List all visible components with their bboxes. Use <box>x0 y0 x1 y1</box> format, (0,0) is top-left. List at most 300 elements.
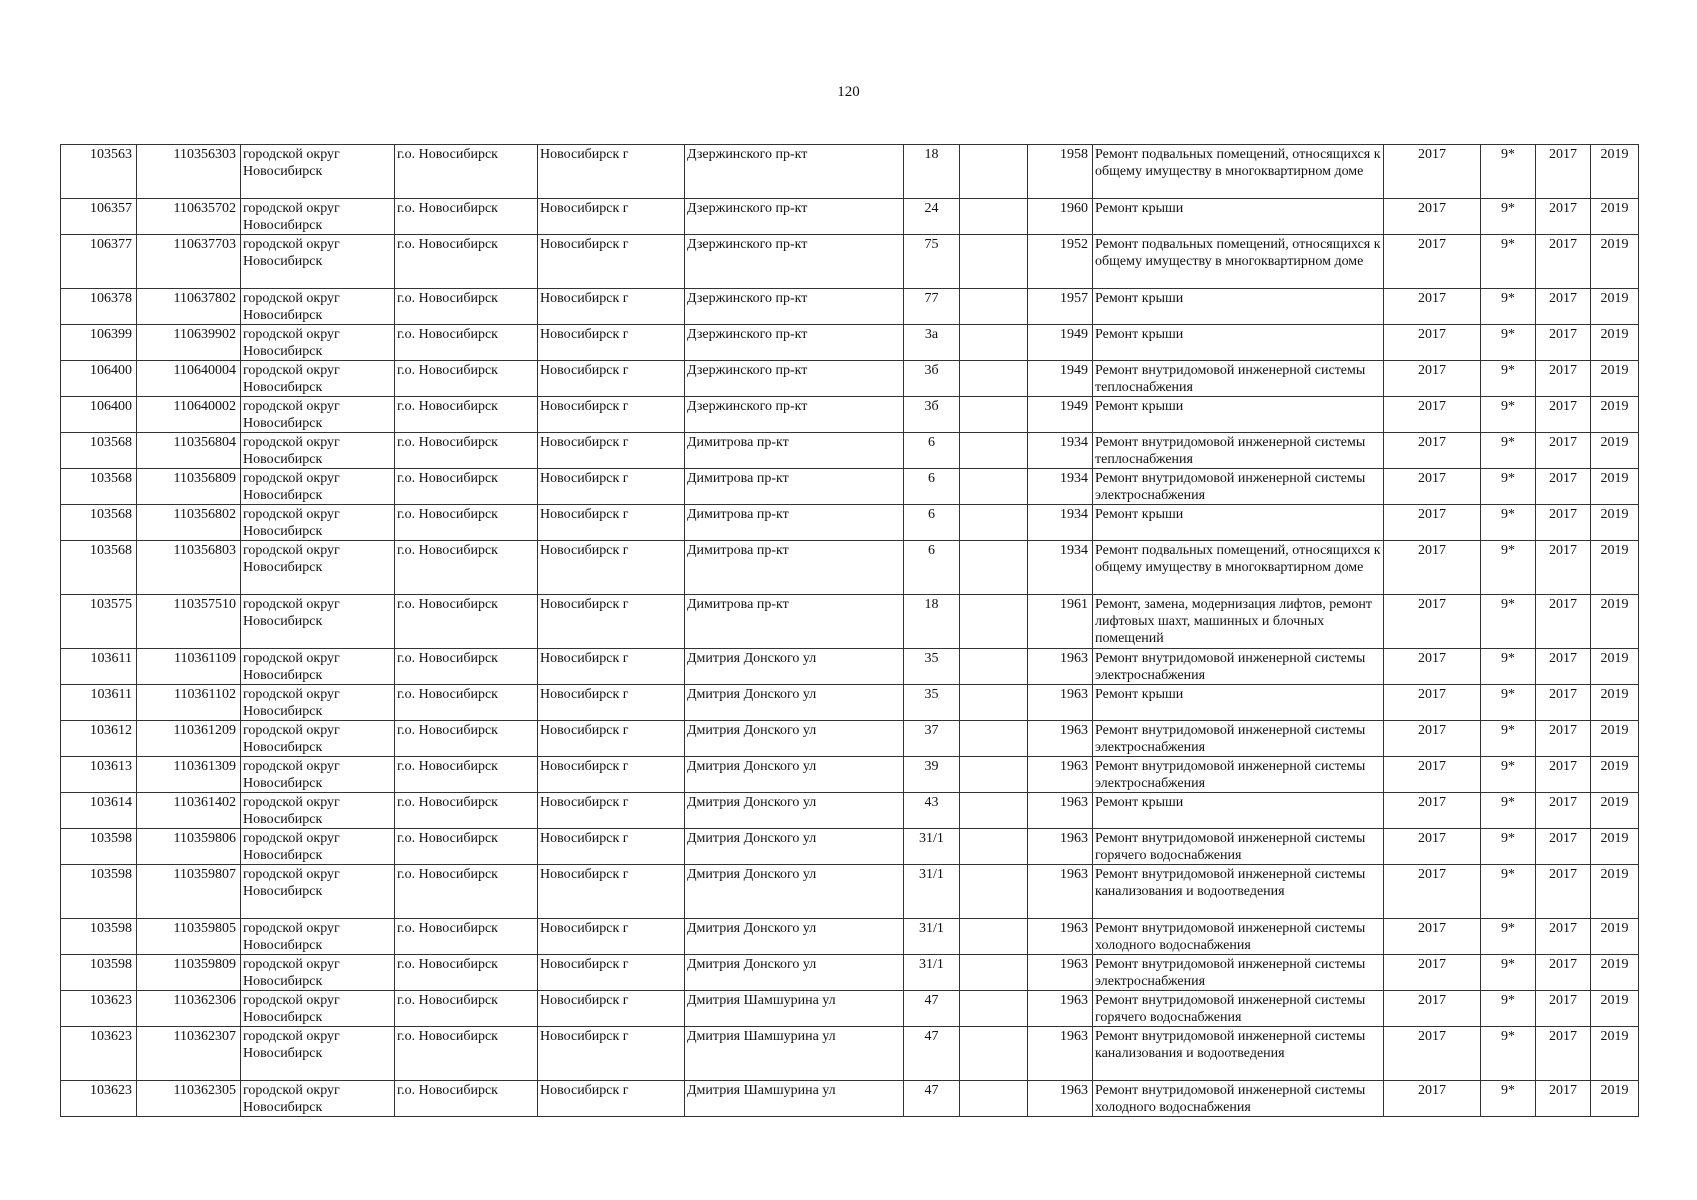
cell-end-year: 2019 <box>1591 199 1639 235</box>
cell-plan-year: 2017 <box>1384 595 1481 649</box>
table-row <box>61 685 1639 721</box>
cell-plan-year: 2017 <box>1384 685 1481 721</box>
cell-settlement: г.о. Новосибирск <box>395 793 538 829</box>
cell-year-mark: 9* <box>1481 397 1536 433</box>
cell-city: Новосибирск г <box>538 469 685 505</box>
cell-settlement: г.о. Новосибирск <box>395 433 538 469</box>
cell-settlement: г.о. Новосибирск <box>395 199 538 235</box>
cell-settlement: г.о. Новосибирск <box>395 289 538 325</box>
cell-street: Димитрова пр-кт <box>685 541 904 595</box>
cell-house-id: 103563 <box>61 145 137 199</box>
cell-plan-year: 2017 <box>1384 235 1481 289</box>
cell-year-mark: 9* <box>1481 145 1536 199</box>
cell-year-built: 1963 <box>1028 685 1093 721</box>
cell-municipality: городской округ Новосибирск <box>241 541 395 595</box>
cell-year-mark: 9* <box>1481 433 1536 469</box>
cell-municipality: городской округ Новосибирск <box>241 397 395 433</box>
page-number: 120 <box>837 84 860 100</box>
cell-house-id: 103611 <box>61 685 137 721</box>
cell-municipality: городской округ Новосибирск <box>241 991 395 1027</box>
cell-year-mark: 9* <box>1481 1027 1536 1081</box>
cell-plan-year: 2017 <box>1384 541 1481 595</box>
cell-street: Димитрова пр-кт <box>685 433 904 469</box>
cell-street: Димитрова пр-кт <box>685 505 904 541</box>
table-row <box>61 1027 1639 1081</box>
cell-street: Дмитрия Донского ул <box>685 955 904 991</box>
cell-street: Дзержинского пр-кт <box>685 235 904 289</box>
cell-year-mark: 9* <box>1481 469 1536 505</box>
cell-start-year: 2017 <box>1536 235 1591 289</box>
cell-house-number: 43 <box>904 793 960 829</box>
cell-city: Новосибирск г <box>538 919 685 955</box>
cell-building <box>960 757 1028 793</box>
cell-work-type: Ремонт подвальных помещений, относящихся к общему имуществу в многоквартирном доме <box>1093 145 1384 199</box>
cell-house-number: 75 <box>904 235 960 289</box>
cell-house-id: 106400 <box>61 361 137 397</box>
cell-plan-year: 2017 <box>1384 289 1481 325</box>
cell-building <box>960 469 1028 505</box>
cell-work-type: Ремонт подвальных помещений, относящихся к общему имуществу в многоквартирном доме <box>1093 541 1384 595</box>
cell-municipality: городской округ Новосибирск <box>241 793 395 829</box>
cell-plan-year: 2017 <box>1384 361 1481 397</box>
cell-object-id: 110356804 <box>137 433 241 469</box>
cell-house-id: 103623 <box>61 1081 137 1117</box>
cell-end-year: 2019 <box>1591 991 1639 1027</box>
cell-building <box>960 829 1028 865</box>
cell-city: Новосибирск г <box>538 145 685 199</box>
cell-settlement: г.о. Новосибирск <box>395 469 538 505</box>
cell-year-mark: 9* <box>1481 865 1536 919</box>
table-row <box>61 955 1639 991</box>
cell-start-year: 2017 <box>1536 1027 1591 1081</box>
cell-year-built: 1934 <box>1028 469 1093 505</box>
cell-year-built: 1963 <box>1028 1027 1093 1081</box>
cell-city: Новосибирск г <box>538 289 685 325</box>
cell-settlement: г.о. Новосибирск <box>395 991 538 1027</box>
cell-city: Новосибирск г <box>538 541 685 595</box>
cell-street: Дзержинского пр-кт <box>685 145 904 199</box>
cell-building <box>960 919 1028 955</box>
cell-start-year: 2017 <box>1536 919 1591 955</box>
cell-street: Дмитрия Донского ул <box>685 757 904 793</box>
cell-building <box>960 433 1028 469</box>
cell-house-number: 39 <box>904 757 960 793</box>
cell-municipality: городской округ Новосибирск <box>241 757 395 793</box>
cell-building <box>960 361 1028 397</box>
cell-year-mark: 9* <box>1481 991 1536 1027</box>
cell-object-id: 110635702 <box>137 199 241 235</box>
cell-settlement: г.о. Новосибирск <box>395 1027 538 1081</box>
cell-city: Новосибирск г <box>538 865 685 919</box>
cell-house-number: 18 <box>904 145 960 199</box>
cell-city: Новосибирск г <box>538 1027 685 1081</box>
table-row <box>61 829 1639 865</box>
cell-end-year: 2019 <box>1591 757 1639 793</box>
cell-house-number: 31/1 <box>904 919 960 955</box>
cell-year-built: 1949 <box>1028 397 1093 433</box>
cell-building <box>960 145 1028 199</box>
cell-municipality: городской округ Новосибирск <box>241 235 395 289</box>
cell-municipality: городской округ Новосибирск <box>241 199 395 235</box>
cell-street: Димитрова пр-кт <box>685 469 904 505</box>
cell-house-number: 3б <box>904 361 960 397</box>
cell-settlement: г.о. Новосибирск <box>395 505 538 541</box>
cell-work-type: Ремонт внутридомовой инженерной системы канализования и водоотведения <box>1093 1027 1384 1081</box>
cell-municipality: городской округ Новосибирск <box>241 325 395 361</box>
cell-plan-year: 2017 <box>1384 865 1481 919</box>
cell-end-year: 2019 <box>1591 955 1639 991</box>
cell-city: Новосибирск г <box>538 991 685 1027</box>
cell-year-built: 1963 <box>1028 649 1093 685</box>
cell-year-built: 1963 <box>1028 865 1093 919</box>
cell-building <box>960 505 1028 541</box>
cell-house-number: 6 <box>904 505 960 541</box>
cell-house-id: 106378 <box>61 289 137 325</box>
cell-municipality: городской округ Новосибирск <box>241 829 395 865</box>
cell-object-id: 110356303 <box>137 145 241 199</box>
cell-work-type: Ремонт крыши <box>1093 685 1384 721</box>
cell-plan-year: 2017 <box>1384 1027 1481 1081</box>
cell-object-id: 110359809 <box>137 955 241 991</box>
cell-settlement: г.о. Новосибирск <box>395 919 538 955</box>
cell-municipality: городской округ Новосибирск <box>241 1027 395 1081</box>
cell-object-id: 110359806 <box>137 829 241 865</box>
cell-municipality: городской округ Новосибирск <box>241 865 395 919</box>
cell-house-number: 47 <box>904 991 960 1027</box>
cell-plan-year: 2017 <box>1384 829 1481 865</box>
cell-start-year: 2017 <box>1536 685 1591 721</box>
cell-year-mark: 9* <box>1481 1081 1536 1117</box>
cell-city: Новосибирск г <box>538 595 685 649</box>
cell-house-id: 103568 <box>61 433 137 469</box>
cell-object-id: 110359805 <box>137 919 241 955</box>
cell-house-id: 103623 <box>61 1027 137 1081</box>
cell-house-number: 35 <box>904 649 960 685</box>
cell-municipality: городской округ Новосибирск <box>241 469 395 505</box>
table-row <box>61 397 1639 433</box>
cell-work-type: Ремонт крыши <box>1093 325 1384 361</box>
cell-house-id: 106377 <box>61 235 137 289</box>
cell-object-id: 110359807 <box>137 865 241 919</box>
cell-object-id: 110640002 <box>137 397 241 433</box>
cell-city: Новосибирск г <box>538 433 685 469</box>
cell-street: Дмитрия Шамшурина ул <box>685 991 904 1027</box>
cell-house-number: 31/1 <box>904 829 960 865</box>
cell-year-built: 1934 <box>1028 505 1093 541</box>
cell-start-year: 2017 <box>1536 199 1591 235</box>
cell-house-number: 6 <box>904 541 960 595</box>
cell-work-type: Ремонт внутридомовой инженерной системы теплоснабжения <box>1093 361 1384 397</box>
table-row <box>61 721 1639 757</box>
cell-house-number: 6 <box>904 469 960 505</box>
cell-year-built: 1934 <box>1028 541 1093 595</box>
cell-municipality: городской округ Новосибирск <box>241 955 395 991</box>
cell-street: Дмитрия Донского ул <box>685 829 904 865</box>
cell-building <box>960 865 1028 919</box>
cell-year-built: 1963 <box>1028 721 1093 757</box>
cell-settlement: г.о. Новосибирск <box>395 361 538 397</box>
cell-end-year: 2019 <box>1591 145 1639 199</box>
cell-house-number: 47 <box>904 1081 960 1117</box>
cell-municipality: городской округ Новосибирск <box>241 289 395 325</box>
cell-object-id: 110361209 <box>137 721 241 757</box>
cell-end-year: 2019 <box>1591 1027 1639 1081</box>
cell-object-id: 110357510 <box>137 595 241 649</box>
cell-end-year: 2019 <box>1591 235 1639 289</box>
cell-house-id: 103598 <box>61 955 137 991</box>
capital-repair-table <box>60 144 1639 1117</box>
cell-street: Дзержинского пр-кт <box>685 361 904 397</box>
cell-house-id: 103598 <box>61 829 137 865</box>
cell-house-id: 103575 <box>61 595 137 649</box>
cell-work-type: Ремонт крыши <box>1093 793 1384 829</box>
cell-city: Новосибирск г <box>538 793 685 829</box>
table-row <box>61 361 1639 397</box>
cell-start-year: 2017 <box>1536 1081 1591 1117</box>
cell-plan-year: 2017 <box>1384 649 1481 685</box>
cell-year-mark: 9* <box>1481 289 1536 325</box>
table-body <box>61 145 1639 1117</box>
cell-settlement: г.о. Новосибирск <box>395 721 538 757</box>
cell-house-id: 103613 <box>61 757 137 793</box>
cell-plan-year: 2017 <box>1384 721 1481 757</box>
cell-year-built: 1963 <box>1028 793 1093 829</box>
cell-city: Новосибирск г <box>538 955 685 991</box>
cell-street: Дзержинского пр-кт <box>685 325 904 361</box>
cell-year-built: 1957 <box>1028 289 1093 325</box>
cell-street: Дмитрия Донского ул <box>685 649 904 685</box>
cell-plan-year: 2017 <box>1384 757 1481 793</box>
cell-house-number: 31/1 <box>904 955 960 991</box>
cell-street: Дзержинского пр-кт <box>685 289 904 325</box>
cell-year-mark: 9* <box>1481 649 1536 685</box>
cell-year-built: 1963 <box>1028 757 1093 793</box>
cell-municipality: городской округ Новосибирск <box>241 361 395 397</box>
cell-street: Дмитрия Донского ул <box>685 793 904 829</box>
table-row <box>61 199 1639 235</box>
cell-municipality: городской округ Новосибирск <box>241 1081 395 1117</box>
cell-year-built: 1958 <box>1028 145 1093 199</box>
table-row <box>61 235 1639 289</box>
cell-house-id: 103611 <box>61 649 137 685</box>
cell-house-number: 77 <box>904 289 960 325</box>
cell-end-year: 2019 <box>1591 919 1639 955</box>
cell-city: Новосибирск г <box>538 361 685 397</box>
cell-settlement: г.о. Новосибирск <box>395 1081 538 1117</box>
cell-street: Дмитрия Донского ул <box>685 865 904 919</box>
cell-end-year: 2019 <box>1591 829 1639 865</box>
cell-start-year: 2017 <box>1536 325 1591 361</box>
cell-municipality: городской округ Новосибирск <box>241 145 395 199</box>
cell-start-year: 2017 <box>1536 757 1591 793</box>
cell-end-year: 2019 <box>1591 685 1639 721</box>
cell-year-built: 1961 <box>1028 595 1093 649</box>
table-row <box>61 991 1639 1027</box>
cell-settlement: г.о. Новосибирск <box>395 541 538 595</box>
cell-street: Дмитрия Шамшурина ул <box>685 1027 904 1081</box>
cell-house-number: 35 <box>904 685 960 721</box>
cell-object-id: 110640004 <box>137 361 241 397</box>
cell-house-number: 24 <box>904 199 960 235</box>
cell-building <box>960 235 1028 289</box>
cell-end-year: 2019 <box>1591 1081 1639 1117</box>
cell-plan-year: 2017 <box>1384 325 1481 361</box>
cell-end-year: 2019 <box>1591 865 1639 919</box>
cell-city: Новосибирск г <box>538 325 685 361</box>
cell-plan-year: 2017 <box>1384 199 1481 235</box>
cell-house-id: 103623 <box>61 991 137 1027</box>
cell-end-year: 2019 <box>1591 397 1639 433</box>
cell-end-year: 2019 <box>1591 793 1639 829</box>
cell-end-year: 2019 <box>1591 469 1639 505</box>
cell-building <box>960 397 1028 433</box>
cell-end-year: 2019 <box>1591 505 1639 541</box>
cell-object-id: 110361402 <box>137 793 241 829</box>
cell-house-id: 106357 <box>61 199 137 235</box>
cell-plan-year: 2017 <box>1384 955 1481 991</box>
cell-settlement: г.о. Новосибирск <box>395 865 538 919</box>
cell-settlement: г.о. Новосибирск <box>395 649 538 685</box>
cell-object-id: 110637802 <box>137 289 241 325</box>
table-row <box>61 793 1639 829</box>
cell-plan-year: 2017 <box>1384 793 1481 829</box>
cell-start-year: 2017 <box>1536 595 1591 649</box>
cell-work-type: Ремонт внутридомовой инженерной системы теплоснабжения <box>1093 433 1384 469</box>
table-row <box>61 505 1639 541</box>
cell-building <box>960 793 1028 829</box>
cell-start-year: 2017 <box>1536 955 1591 991</box>
table-row <box>61 289 1639 325</box>
cell-start-year: 2017 <box>1536 289 1591 325</box>
cell-building <box>960 1027 1028 1081</box>
cell-municipality: городской округ Новосибирск <box>241 595 395 649</box>
cell-work-type: Ремонт внутридомовой инженерной системы электроснабжения <box>1093 955 1384 991</box>
cell-municipality: городской округ Новосибирск <box>241 433 395 469</box>
cell-year-built: 1963 <box>1028 991 1093 1027</box>
cell-object-id: 110362305 <box>137 1081 241 1117</box>
cell-municipality: городской округ Новосибирск <box>241 685 395 721</box>
cell-work-type: Ремонт, замена, модернизация лифтов, ремонт лифтовых шахт, машинных и блочных помещений <box>1093 595 1384 649</box>
cell-house-number: 31/1 <box>904 865 960 919</box>
cell-work-type: Ремонт внутридомовой инженерной системы электроснабжения <box>1093 721 1384 757</box>
cell-city: Новосибирск г <box>538 649 685 685</box>
cell-street: Дзержинского пр-кт <box>685 397 904 433</box>
cell-street: Дмитрия Донского ул <box>685 685 904 721</box>
cell-house-number: 3б <box>904 397 960 433</box>
cell-work-type: Ремонт внутридомовой инженерной системы горячего водоснабжения <box>1093 991 1384 1027</box>
cell-end-year: 2019 <box>1591 721 1639 757</box>
cell-work-type: Ремонт крыши <box>1093 505 1384 541</box>
cell-city: Новосибирск г <box>538 505 685 541</box>
cell-object-id: 110361102 <box>137 685 241 721</box>
cell-work-type: Ремонт крыши <box>1093 397 1384 433</box>
cell-city: Новосибирск г <box>538 685 685 721</box>
cell-building <box>960 991 1028 1027</box>
cell-plan-year: 2017 <box>1384 469 1481 505</box>
cell-street: Дзержинского пр-кт <box>685 199 904 235</box>
table-row <box>61 145 1639 199</box>
cell-house-id: 106400 <box>61 397 137 433</box>
cell-work-type: Ремонт внутридомовой инженерной системы электроснабжения <box>1093 757 1384 793</box>
cell-object-id: 110639902 <box>137 325 241 361</box>
cell-settlement: г.о. Новосибирск <box>395 325 538 361</box>
cell-municipality: городской округ Новосибирск <box>241 505 395 541</box>
cell-house-id: 103598 <box>61 919 137 955</box>
cell-year-mark: 9* <box>1481 541 1536 595</box>
cell-year-built: 1949 <box>1028 325 1093 361</box>
table-row <box>61 469 1639 505</box>
cell-year-mark: 9* <box>1481 595 1536 649</box>
cell-year-mark: 9* <box>1481 685 1536 721</box>
table-row <box>61 757 1639 793</box>
cell-year-built: 1963 <box>1028 1081 1093 1117</box>
cell-start-year: 2017 <box>1536 793 1591 829</box>
cell-building <box>960 721 1028 757</box>
table-row <box>61 1081 1639 1117</box>
cell-settlement: г.о. Новосибирск <box>395 955 538 991</box>
cell-house-id: 106399 <box>61 325 137 361</box>
table-row <box>61 595 1639 649</box>
cell-object-id: 110362307 <box>137 1027 241 1081</box>
table-row <box>61 325 1639 361</box>
cell-settlement: г.о. Новосибирск <box>395 235 538 289</box>
cell-year-mark: 9* <box>1481 757 1536 793</box>
cell-municipality: городской округ Новосибирск <box>241 649 395 685</box>
cell-year-mark: 9* <box>1481 361 1536 397</box>
cell-work-type: Ремонт подвальных помещений, относящихся к общему имуществу в многоквартирном доме <box>1093 235 1384 289</box>
cell-house-id: 103568 <box>61 469 137 505</box>
cell-year-mark: 9* <box>1481 793 1536 829</box>
cell-object-id: 110361309 <box>137 757 241 793</box>
cell-object-id: 110356803 <box>137 541 241 595</box>
cell-house-id: 103568 <box>61 541 137 595</box>
cell-house-number: 37 <box>904 721 960 757</box>
cell-year-built: 1963 <box>1028 829 1093 865</box>
cell-end-year: 2019 <box>1591 289 1639 325</box>
cell-building <box>960 199 1028 235</box>
cell-start-year: 2017 <box>1536 433 1591 469</box>
cell-work-type: Ремонт крыши <box>1093 289 1384 325</box>
cell-start-year: 2017 <box>1536 865 1591 919</box>
cell-building <box>960 541 1028 595</box>
cell-city: Новосибирск г <box>538 721 685 757</box>
cell-house-number: 18 <box>904 595 960 649</box>
table-row <box>61 919 1639 955</box>
cell-object-id: 110361109 <box>137 649 241 685</box>
cell-street: Дмитрия Донского ул <box>685 919 904 955</box>
cell-start-year: 2017 <box>1536 991 1591 1027</box>
cell-year-mark: 9* <box>1481 955 1536 991</box>
cell-work-type: Ремонт внутридомовой инженерной системы канализования и водоотведения <box>1093 865 1384 919</box>
cell-start-year: 2017 <box>1536 361 1591 397</box>
cell-city: Новосибирск г <box>538 1081 685 1117</box>
cell-house-id: 103598 <box>61 865 137 919</box>
cell-year-mark: 9* <box>1481 919 1536 955</box>
cell-year-built: 1934 <box>1028 433 1093 469</box>
cell-municipality: городской округ Новосибирск <box>241 919 395 955</box>
cell-work-type: Ремонт внутридомовой инженерной системы электроснабжения <box>1093 469 1384 505</box>
cell-house-id: 103614 <box>61 793 137 829</box>
cell-settlement: г.о. Новосибирск <box>395 145 538 199</box>
cell-work-type: Ремонт внутридомовой инженерной системы холодного водоснабжения <box>1093 1081 1384 1117</box>
cell-object-id: 110356802 <box>137 505 241 541</box>
cell-building <box>960 289 1028 325</box>
cell-plan-year: 2017 <box>1384 505 1481 541</box>
cell-settlement: г.о. Новосибирск <box>395 829 538 865</box>
cell-end-year: 2019 <box>1591 433 1639 469</box>
cell-building <box>960 685 1028 721</box>
cell-municipality: городской округ Новосибирск <box>241 721 395 757</box>
